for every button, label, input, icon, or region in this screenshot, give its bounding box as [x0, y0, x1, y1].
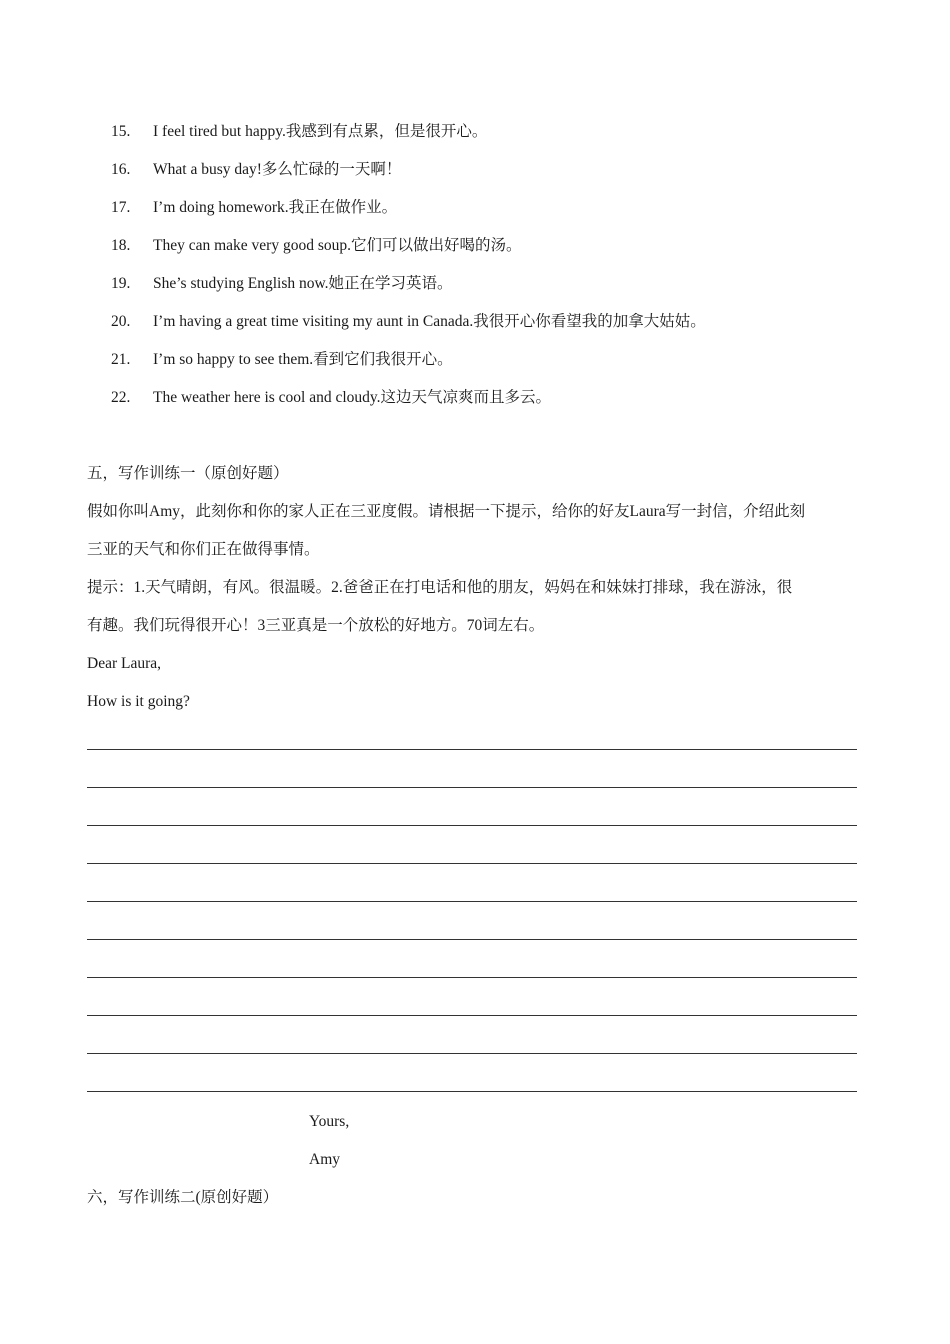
answer-line[interactable]	[87, 939, 857, 940]
sentence-text: She’s studying English now.她正在学习英语。	[153, 275, 453, 292]
section-heading: 五，写作训练一（原创好题）	[87, 465, 289, 482]
sentence-text: I’m doing homework.我正在做作业。	[153, 199, 398, 216]
answer-line[interactable]	[87, 1053, 857, 1054]
writing-prompt: 三亚的天气和你们正在做得事情。	[87, 541, 320, 558]
sentence-number: 18.	[111, 237, 131, 254]
sentence-item	[111, 120, 487, 144]
answer-line[interactable]	[87, 787, 857, 788]
letter-greeting: Dear Laura,	[87, 655, 162, 672]
sentence-text: The weather here is cool and cloudy.这边天气凉爽而且多云。	[153, 389, 552, 406]
sentence-item	[111, 310, 706, 334]
sentence-number: 16.	[111, 161, 131, 178]
letter-closing: Yours,	[309, 1113, 350, 1130]
answer-line[interactable]	[87, 901, 857, 902]
answer-line[interactable]	[87, 749, 857, 750]
letter-signature: Amy	[309, 1151, 340, 1168]
answer-line[interactable]	[87, 863, 857, 864]
answer-line[interactable]	[87, 1015, 857, 1016]
sentence-text: I feel tired but happy.我感到有点累，但是很开心。	[153, 123, 488, 140]
writing-prompt: 假如你叫Amy，此刻你和你的家人正在三亚度假。请根据一下提示，给你的好友Laura写一封信，介绍此刻	[87, 503, 806, 520]
sentence-text: What a busy day!多么忙碌的一天啊！	[153, 161, 402, 178]
sentence-text: I’m having a great time visiting my aunt in Canada.我很开心你看望我的加拿大姑姑。	[153, 313, 706, 330]
sentence-number: 20.	[111, 313, 131, 330]
sentence-item	[111, 158, 401, 182]
sentence-item	[111, 196, 397, 220]
sentence-item	[111, 234, 522, 258]
writing-hint: 有趣。我们玩得很开心！3三亚真是一个放松的好地方。70词左右。	[87, 617, 545, 634]
answer-line[interactable]	[87, 1091, 857, 1092]
sentence-number: 22.	[111, 389, 131, 406]
sentence-number: 17.	[111, 199, 131, 216]
sentence-item	[111, 386, 551, 410]
sentence-number: 21.	[111, 351, 131, 368]
letter-opening: How is it going?	[87, 693, 190, 710]
sentence-number: 19.	[111, 275, 131, 292]
section-heading: 六，写作训练二(原创好题）	[87, 1189, 279, 1206]
sentence-text: I’m so happy to see them.看到它们我很开心。	[153, 351, 453, 368]
answer-line[interactable]	[87, 977, 857, 978]
sentence-item	[111, 348, 453, 372]
sentence-text: They can make very good soup.它们可以做出好喝的汤。	[153, 237, 522, 254]
answer-line[interactable]	[87, 825, 857, 826]
sentence-number: 15.	[111, 123, 131, 140]
sentence-item	[111, 272, 453, 296]
writing-hint: 提示：1.天气晴朗，有风。很温暖。2.爸爸正在打电话和他的朋友，妈妈在和妹妹打排球，我在游泳，很	[87, 579, 793, 596]
